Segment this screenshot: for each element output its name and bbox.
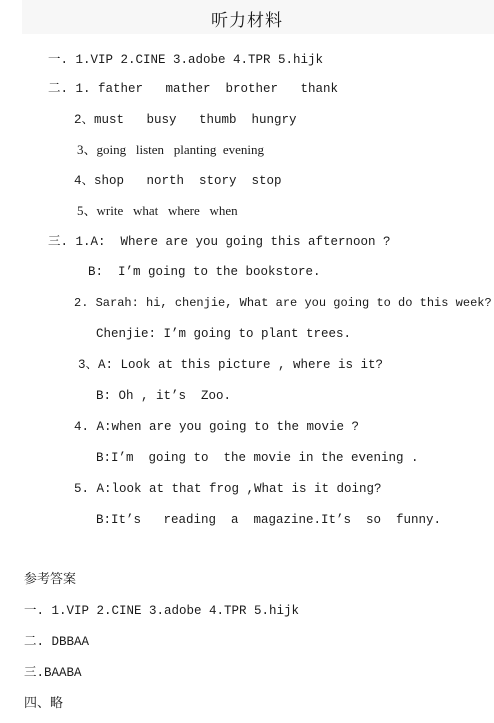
- listening-part3-line: 4. A:when are you going to the movie ?: [74, 420, 360, 434]
- listening-part3-line: 5. A:look at that frog ,What is it doing?: [74, 482, 382, 496]
- listening-part2-line: 二. 1. father mather brother thank: [48, 82, 339, 96]
- answers-heading: 参考答案: [24, 572, 77, 587]
- answer-line: 二. DBBAA: [24, 635, 90, 649]
- listening-part2-line: 4、shop north story stop: [74, 174, 282, 188]
- listening-part3-line: Chenjie: I’m going to plant trees.: [96, 327, 352, 341]
- listening-part3-line: 2. Sarah: hi, chenjie, What are you going to do this week?: [74, 296, 492, 310]
- answer-line: 四、略: [24, 696, 64, 711]
- listening-part3-line: B: Oh , it’s Zoo.: [96, 389, 232, 403]
- answer-line: 三.BAABA: [24, 666, 82, 680]
- listening-part3-line: B:I’m going to the movie in the evening .: [96, 451, 419, 465]
- answer-line: 一. 1.VIP 2.CINE 3.adobe 4.TPR 5.hijk: [24, 604, 300, 618]
- listening-part3-line: 3、A: Look at this picture , where is it?: [78, 358, 384, 372]
- listening-part3-line: B:It’s reading a magazine.It’s so funny.: [96, 513, 442, 527]
- listening-part3-line: B: I’m going to the bookstore.: [88, 265, 321, 279]
- listening-part3-line: 三. 1.A: Where are you going this afternoon ?: [48, 235, 391, 249]
- page-title: 听力材料: [211, 11, 283, 31]
- listening-part2-line: 5、write what where when: [77, 203, 238, 218]
- listening-part2-line: 2、must busy thumb hungry: [74, 113, 297, 127]
- listening-part1: 一. 1.VIP 2.CINE 3.adobe 4.TPR 5.hijk: [48, 53, 324, 67]
- listening-part2-line: 3、going listen planting evening: [77, 142, 265, 157]
